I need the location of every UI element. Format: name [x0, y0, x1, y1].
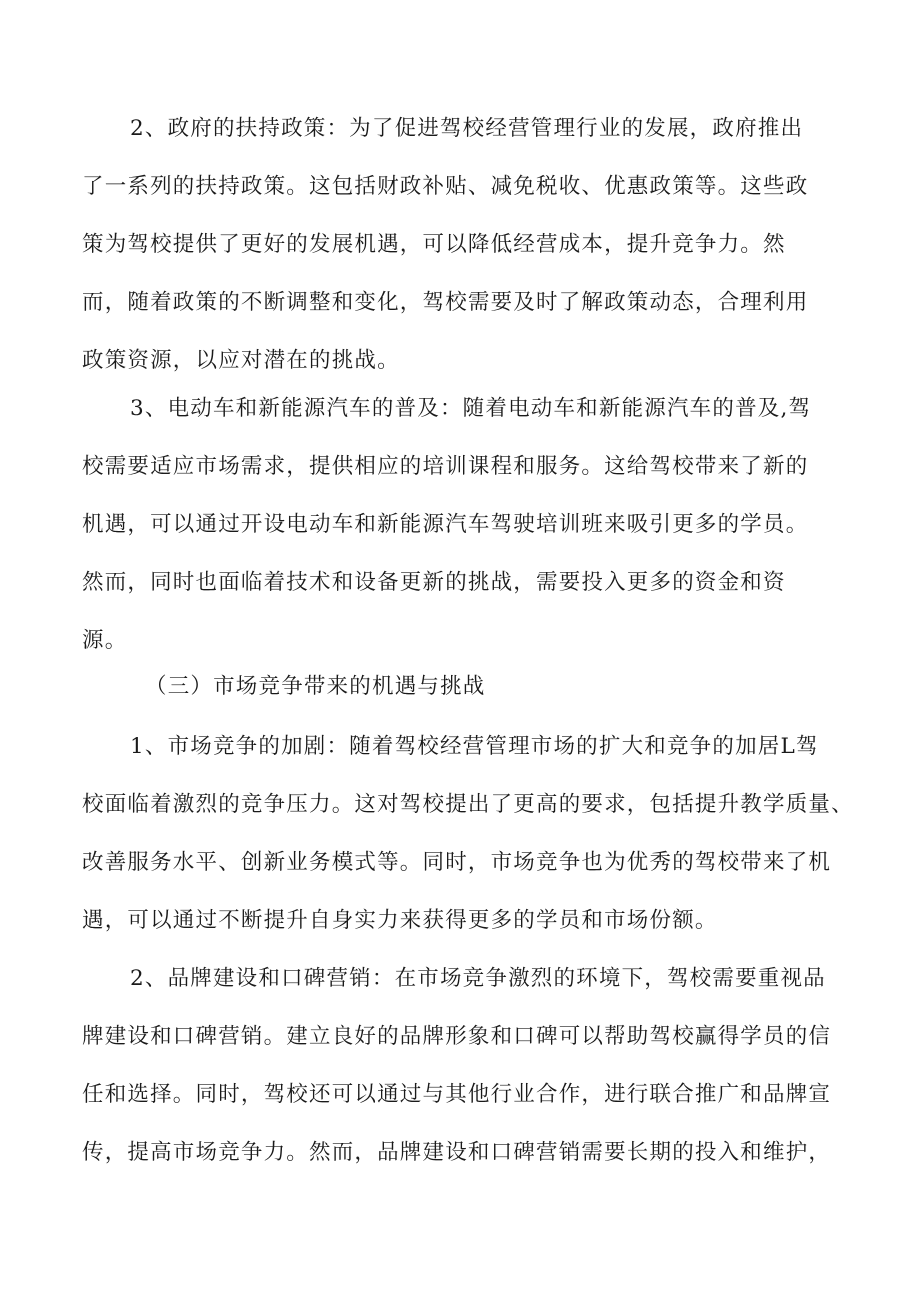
paragraph-government-policy	[82, 100, 842, 390]
text-line: 2、品牌建设和口碑营销：在市场竞争激烈的环境下，驾校需要重视品	[130, 966, 826, 991]
text-line: 任和选择。同时，驾校还可以通过与其他行业合作，进行联合推广和品牌宣	[82, 1082, 832, 1107]
text-line: 校面临着激烈的竞争压力。这对驾校提出了更高的要求，包括提升教学质量、	[82, 792, 854, 817]
text-line: 改善服务水平、创新业务模式等。同时，市场竞争也为优秀的驾校带来了机	[82, 850, 832, 875]
text-line: 遇，可以通过不断提升自身实力来获得更多的学员和市场份额。	[82, 908, 718, 933]
text-line: 源。	[82, 628, 128, 653]
paragraph-brand-building	[82, 950, 842, 1182]
text-line: 牌建设和口碑营销。建立良好的品牌形象和口碑可以帮助驾校赢得学员的信	[82, 1024, 832, 1049]
paragraph-market-competition	[82, 718, 854, 950]
text-line: 2、政府的扶持政策：为了促进驾校经营管理行业的发展，政府推出	[130, 116, 804, 141]
text-line: 策为驾校提供了更好的发展机遇，可以降低经营成本，提升竞争力。然	[82, 232, 786, 257]
text-line: 机遇，可以通过开设电动车和新能源汽车驾驶培训班来吸引更多的学员。	[82, 512, 809, 537]
text-line: 3、电动车和新能源汽车的普及：随着电动车和新能源汽车的普及,驾	[130, 396, 812, 421]
paragraph-electric-vehicles	[82, 380, 842, 670]
text-line: 1、市场竞争的加剧：随着驾校经营管理市场的扩大和竞争的加居L驾	[130, 734, 819, 759]
text-line: 校需要适应市场需求，提供相应的培训课程和服务。这给驾校带来了新的	[82, 454, 809, 479]
text-line: 了一系列的扶持政策。这包括财政补贴、减免税收、优惠政策等。这些政	[82, 174, 809, 199]
text-line: 传，提高市场竞争力。然而，品牌建设和口碑营销需要长期的投入和维护，	[82, 1140, 832, 1165]
section-heading: （三）市场竞争带来的机遇与挑战	[145, 674, 486, 699]
text-line: 而，随着政策的不断调整和变化，驾校需要及时了解政策动态，合理利用	[82, 290, 809, 315]
text-line: 政策资源，以应对潜在的挑战。	[82, 348, 400, 373]
text-line: 然而，同时也面临着技术和设备更新的挑战，需要投入更多的资金和资	[82, 570, 786, 595]
